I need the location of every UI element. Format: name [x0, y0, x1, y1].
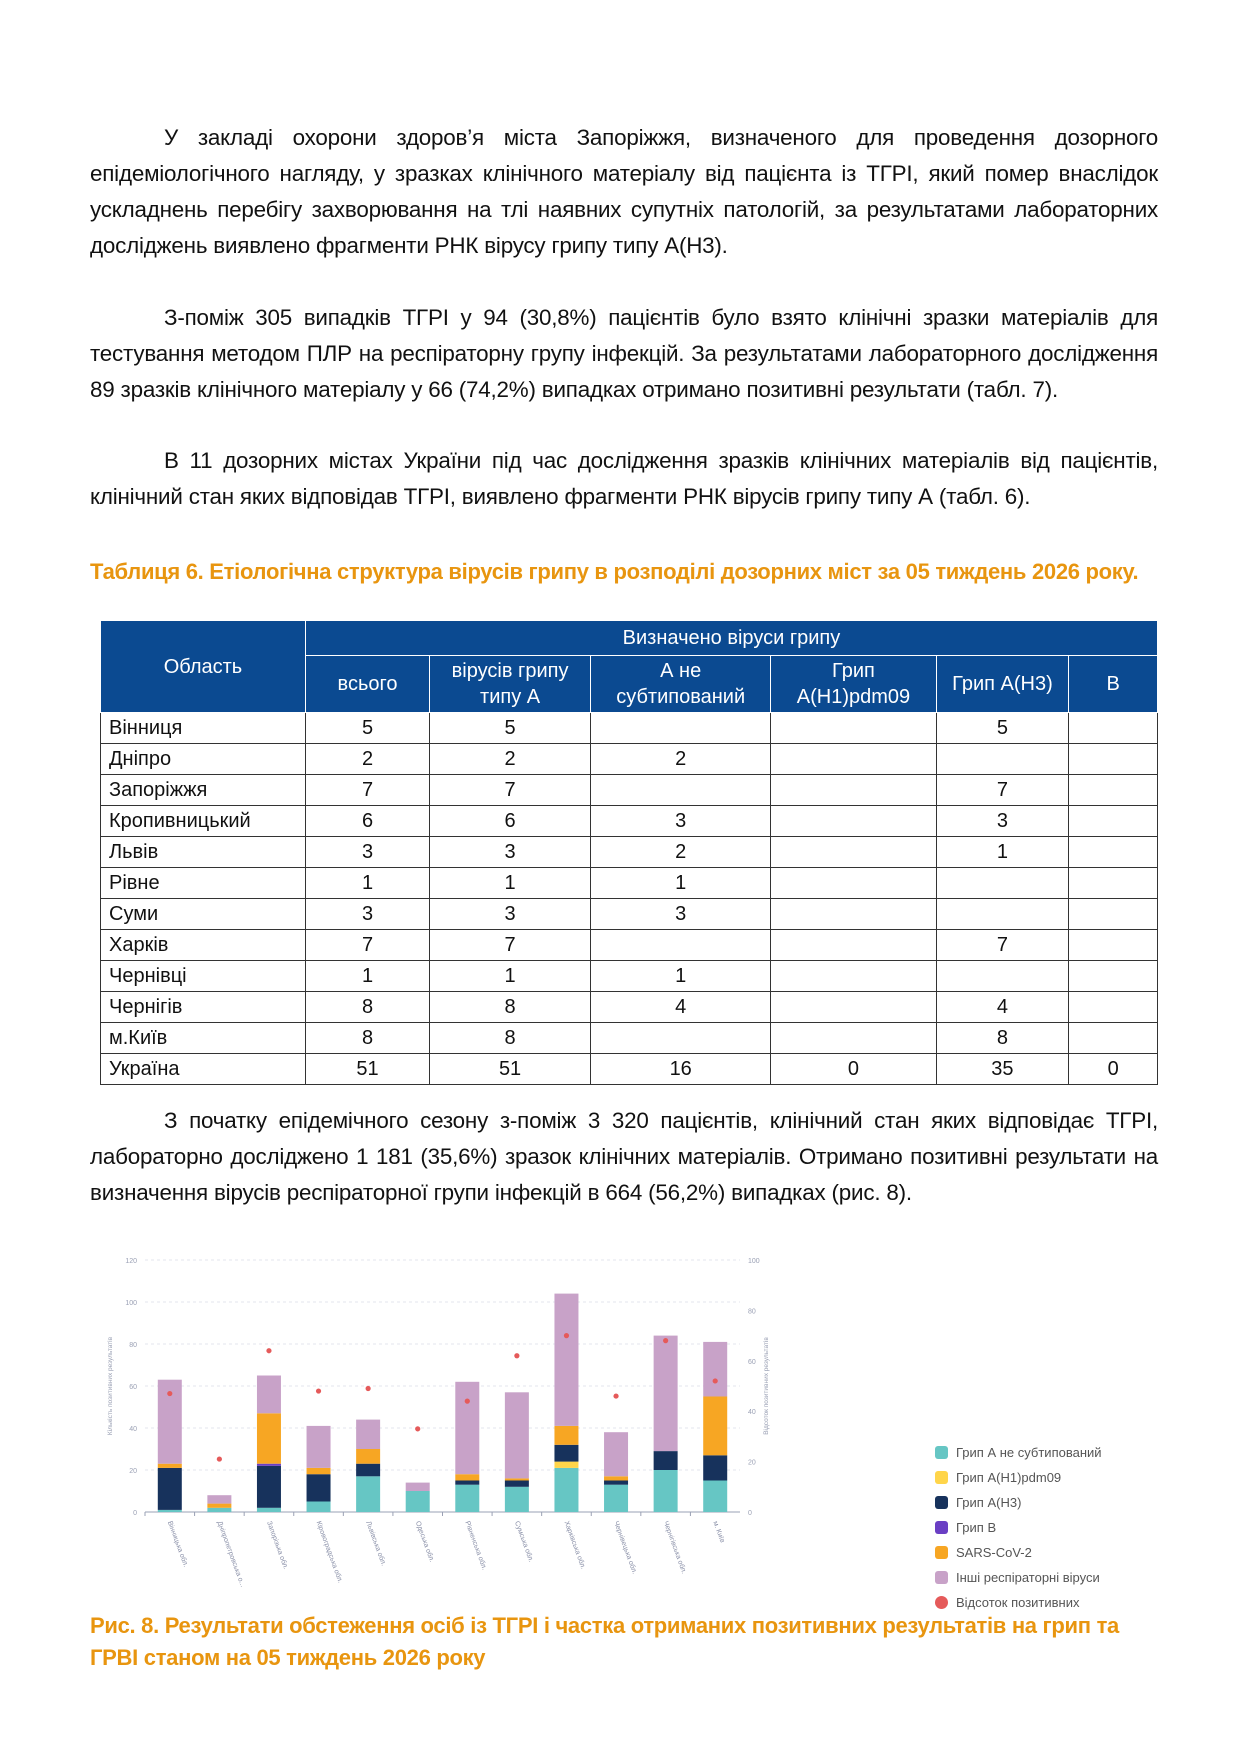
value-cell: 2 — [591, 744, 771, 775]
table-row — [101, 868, 1158, 899]
y-tick-label: 20 — [129, 1468, 137, 1475]
value-cell: 8 — [430, 992, 591, 1023]
legend-label: Грип А(Н3) — [956, 1495, 1022, 1510]
bar-segment — [604, 1432, 628, 1476]
column-header: Грип А(Н3) — [936, 656, 1069, 713]
y-tick-label: 60 — [129, 1384, 137, 1391]
legend-swatch-icon — [935, 1496, 948, 1509]
value-cell — [771, 899, 936, 930]
value-cell — [1069, 1023, 1158, 1054]
value-cell — [771, 837, 936, 868]
influenza-etiology-table — [100, 620, 1158, 1085]
value-cell — [936, 868, 1069, 899]
value-cell: 51 — [305, 1054, 429, 1085]
bar-segment — [158, 1464, 182, 1468]
bar-segment — [505, 1487, 529, 1512]
value-cell: 1 — [591, 961, 771, 992]
value-cell: 2 — [591, 837, 771, 868]
value-cell: 7 — [430, 930, 591, 961]
bar-segment — [654, 1470, 678, 1512]
x-tick-label: Вінницька обл. — [165, 1520, 189, 1568]
bar-segment — [207, 1508, 231, 1512]
value-cell: 0 — [771, 1054, 936, 1085]
y2-tick-label: 100 — [748, 1258, 760, 1265]
percent-dot — [415, 1426, 420, 1431]
legend-swatch-icon — [935, 1546, 948, 1559]
value-cell: 8 — [305, 1023, 429, 1054]
percent-dot — [465, 1399, 470, 1404]
y2-tick-label: 0 — [748, 1510, 752, 1517]
region-cell: Чернівці — [101, 961, 306, 992]
value-cell: 1 — [305, 961, 429, 992]
bar-segment — [604, 1481, 628, 1485]
table-caption: Таблиця 6. Етіологічна структура вірусів грипу в розподілі дозорних міст за 05 тиждень 2026 року. — [90, 559, 1139, 584]
value-cell: 35 — [936, 1054, 1069, 1085]
region-cell: Запоріжжя — [101, 775, 306, 806]
region-cell: Львів — [101, 837, 306, 868]
table-row — [101, 744, 1158, 775]
bar-segment — [455, 1474, 479, 1480]
figure-caption: Рис. 8. Результати обстеження осіб із ТГРІ і частка отриманих позитивних результатів на грип та ГРВІ станом на 05 тиждень 2026 року — [90, 1613, 1119, 1670]
bar-segment — [257, 1508, 281, 1512]
region-cell: Дніпро — [101, 744, 306, 775]
value-cell: 1 — [936, 837, 1069, 868]
region-cell: Харків — [101, 930, 306, 961]
x-tick-label: Одеська обл. — [413, 1520, 436, 1564]
percent-dot — [316, 1388, 321, 1393]
value-cell: 1 — [305, 868, 429, 899]
header-region: Область — [101, 621, 306, 713]
legend-swatch-icon — [935, 1521, 948, 1534]
legend-label: Відсоток позитивних — [956, 1595, 1080, 1610]
value-cell: 1 — [430, 961, 591, 992]
y2-tick-label: 60 — [748, 1358, 756, 1366]
column-header: А не субтипований — [591, 656, 771, 713]
value-cell: 7 — [936, 775, 1069, 806]
y-axis-label: Кількість позитивних результатів — [107, 1336, 114, 1436]
bar-segment — [356, 1464, 380, 1477]
column-header: всього — [305, 656, 429, 713]
value-cell: 51 — [430, 1054, 591, 1085]
value-cell: 5 — [430, 713, 591, 744]
value-cell: 16 — [591, 1054, 771, 1085]
value-cell: 3 — [305, 899, 429, 930]
bar-segment — [158, 1510, 182, 1512]
legend-label: SARS-CoV-2 — [956, 1545, 1032, 1560]
value-cell — [771, 744, 936, 775]
percent-dot — [514, 1353, 519, 1358]
value-cell: 2 — [305, 744, 429, 775]
table-row — [101, 930, 1158, 961]
value-cell: 7 — [430, 775, 591, 806]
paragraph-4: З початку епідемічного сезону з-поміж 3 320 пацієнтів, клінічний стан яких відповідає ТГРІ, лабораторно досліджено 1 181 (35,6%) зразок клінічних матеріалів. Отримано позитивні результати на визначення вірусів респіраторної групи інфекцій в 664 (56,2%) випадках (рис. 8). — [90, 1108, 1158, 1205]
y2-tick-label: 20 — [748, 1459, 756, 1467]
bar-segment — [554, 1462, 578, 1468]
value-cell: 5 — [936, 713, 1069, 744]
value-cell: 6 — [305, 806, 429, 837]
percent-dot — [266, 1348, 271, 1353]
bar-segment — [158, 1468, 182, 1510]
value-cell: 5 — [305, 713, 429, 744]
header-group: Визначено віруси грипу — [305, 621, 1157, 656]
bar-segment — [554, 1294, 578, 1426]
percent-dot — [366, 1386, 371, 1391]
bar-segment — [257, 1466, 281, 1508]
table-row — [101, 992, 1158, 1023]
table-row — [101, 775, 1158, 806]
bar-segment — [207, 1495, 231, 1503]
value-cell — [591, 930, 771, 961]
paragraph-3: В 11 дозорних містах України під час дослідження зразків клінічних матеріалів від пацієнтів, клінічний стан яких відповідав ТГРІ, виявлено фрагменти РНК вірусів грипу типу А (табл. 6). — [90, 448, 1158, 509]
bar-segment — [257, 1413, 281, 1463]
legend-swatch-icon — [935, 1571, 948, 1584]
bar-segment — [554, 1468, 578, 1512]
value-cell: 1 — [430, 868, 591, 899]
value-cell: 8 — [936, 1023, 1069, 1054]
legend-item — [935, 1515, 1102, 1540]
y2-tick-label: 40 — [748, 1409, 756, 1417]
x-tick-label: м. Київ — [711, 1520, 726, 1544]
legend-label: Грип А не субтипований — [956, 1445, 1102, 1460]
value-cell: 3 — [936, 806, 1069, 837]
region-cell: Чернігів — [101, 992, 306, 1023]
value-cell: 7 — [305, 930, 429, 961]
bar-segment — [554, 1445, 578, 1462]
value-cell — [1069, 806, 1158, 837]
value-cell: 3 — [305, 837, 429, 868]
value-cell — [1069, 775, 1158, 806]
table-row — [101, 961, 1158, 992]
value-cell — [771, 713, 936, 744]
region-cell: м.Київ — [101, 1023, 306, 1054]
table-row — [101, 899, 1158, 930]
value-cell: 8 — [430, 1023, 591, 1054]
chart-legend — [935, 1440, 1102, 1615]
value-cell: 4 — [591, 992, 771, 1023]
value-cell — [771, 775, 936, 806]
region-cell: Кропивницький — [101, 806, 306, 837]
legend-swatch-icon — [935, 1446, 948, 1459]
bar-segment — [257, 1464, 281, 1466]
value-cell — [771, 1023, 936, 1054]
bar-segment — [406, 1483, 430, 1491]
value-cell: 7 — [305, 775, 429, 806]
percent-dot — [613, 1393, 618, 1398]
x-tick-label: Харківська обл. — [562, 1520, 587, 1571]
bar-segment — [703, 1342, 727, 1397]
paragraph-2: З-поміж 305 випадків ТГРІ у 94 (30,8%) пацієнтів було взято клінічні зразки матеріалів для тестування методом ПЛР на респіраторну групу інфекцій. За результатами лабораторного дослідження 89 зразків клінічного матеріалу у 66 (74,2%) випадках отримано позитивні результати (табл. 7). — [90, 305, 1158, 402]
bar-segment — [554, 1426, 578, 1445]
legend-item — [935, 1490, 1102, 1515]
bar-segment — [505, 1392, 529, 1478]
value-cell — [771, 806, 936, 837]
y-tick-label: 100 — [125, 1300, 137, 1307]
column-header: В — [1069, 656, 1158, 713]
x-tick-label: Запорізька обл. — [265, 1520, 290, 1571]
value-cell: 3 — [430, 837, 591, 868]
value-cell — [1069, 868, 1158, 899]
value-cell — [936, 744, 1069, 775]
value-cell — [1069, 930, 1158, 961]
bar-segment — [703, 1397, 727, 1456]
value-cell — [1069, 961, 1158, 992]
x-tick-label: Кіровоградська обл. — [314, 1520, 344, 1584]
x-tick-label: Чернівецька обл. — [612, 1520, 638, 1576]
bar-segment — [654, 1451, 678, 1470]
bar-segment — [356, 1449, 380, 1464]
value-cell — [771, 992, 936, 1023]
value-cell — [771, 961, 936, 992]
y2-tick-label: 80 — [748, 1308, 756, 1316]
x-tick-label: Чернігівська обл. — [661, 1520, 688, 1575]
table-row — [101, 837, 1158, 868]
bar-segment — [307, 1426, 331, 1468]
value-cell — [771, 930, 936, 961]
value-cell: 3 — [591, 806, 771, 837]
legend-swatch-icon — [935, 1471, 948, 1484]
y-tick-label: 40 — [129, 1426, 137, 1433]
bar-segment — [307, 1474, 331, 1501]
paragraph-1: У закладі охорони здоров’я міста Запоріжжя, визначеного для проведення дозорного епідеміологічного нагляду, у зразках клінічного матеріалу від пацієнта із ТГРІ, який помер внаслідок ускладнень перебігу захворювання на тлі наявних супутніх патологій, за результатами лабораторних досліджень виявлено фрагменти РНК вірусу грипу типу А(Н3). — [90, 125, 1158, 258]
table-row — [101, 1023, 1158, 1054]
bar-segment — [654, 1336, 678, 1452]
value-cell — [1069, 899, 1158, 930]
region-cell: Вінниця — [101, 713, 306, 744]
value-cell — [936, 961, 1069, 992]
y-tick-label: 80 — [129, 1342, 137, 1349]
percent-dot — [663, 1338, 668, 1343]
bar-segment — [455, 1481, 479, 1485]
y-tick-label: 0 — [133, 1510, 137, 1517]
legend-item — [935, 1440, 1102, 1465]
percent-dot — [564, 1333, 569, 1338]
value-cell: 3 — [591, 899, 771, 930]
percent-dot — [217, 1456, 222, 1461]
bar-segment — [307, 1502, 331, 1513]
value-cell: 8 — [305, 992, 429, 1023]
value-cell — [591, 775, 771, 806]
bar-segment — [455, 1382, 479, 1474]
bar-segment — [604, 1485, 628, 1512]
x-tick-label: Сумська обл. — [512, 1520, 535, 1564]
value-cell — [936, 899, 1069, 930]
value-cell — [1069, 837, 1158, 868]
value-cell: 0 — [1069, 1054, 1158, 1085]
table-row — [101, 713, 1158, 744]
value-cell: 6 — [430, 806, 591, 837]
bar-segment — [207, 1504, 231, 1508]
column-header: Грип А(Н1)pdm09 — [771, 656, 936, 713]
value-cell — [771, 868, 936, 899]
legend-label: Грип А(Н1)pdm09 — [956, 1470, 1062, 1485]
value-cell: 2 — [430, 744, 591, 775]
bar-segment — [356, 1420, 380, 1449]
y-tick-label: 120 — [125, 1258, 137, 1265]
percent-dot — [167, 1391, 172, 1396]
percent-dot — [713, 1378, 718, 1383]
legend-item — [935, 1565, 1102, 1590]
bar-segment — [703, 1455, 727, 1480]
value-cell: 4 — [936, 992, 1069, 1023]
x-tick-label: Львівська обл. — [364, 1520, 387, 1567]
value-cell — [1069, 744, 1158, 775]
value-cell — [1069, 992, 1158, 1023]
value-cell: 1 — [591, 868, 771, 899]
bar-segment — [505, 1478, 529, 1480]
bar-segment — [703, 1481, 727, 1513]
value-cell: 7 — [936, 930, 1069, 961]
y2-axis-label: Відсоток позитивних результатів — [763, 1337, 770, 1435]
legend-swatch-icon — [935, 1596, 948, 1609]
legend-label: Інші респіраторні віруси — [956, 1570, 1100, 1585]
x-tick-label: Рівненська обл. — [463, 1520, 488, 1571]
bar-segment — [505, 1481, 529, 1487]
value-cell: 3 — [430, 899, 591, 930]
bar-segment — [455, 1485, 479, 1512]
stacked-bar-chart — [100, 1250, 850, 1590]
legend-item — [935, 1465, 1102, 1490]
region-cell: Україна — [101, 1054, 306, 1085]
bar-segment — [307, 1468, 331, 1474]
region-cell: Суми — [101, 899, 306, 930]
column-header: вірусів грипу типу А — [430, 656, 591, 713]
bar-segment — [356, 1476, 380, 1512]
bar-segment — [406, 1491, 430, 1512]
bar-segment — [257, 1376, 281, 1414]
legend-item — [935, 1540, 1102, 1565]
value-cell — [591, 1023, 771, 1054]
bar-segment — [604, 1476, 628, 1480]
x-tick-label: Дніпропетровська о... — [215, 1520, 246, 1589]
table-row — [101, 1054, 1158, 1085]
value-cell — [1069, 713, 1158, 744]
legend-label: Грип В — [956, 1520, 997, 1535]
region-cell: Рівне — [101, 868, 306, 899]
table-row — [101, 806, 1158, 837]
value-cell — [591, 713, 771, 744]
